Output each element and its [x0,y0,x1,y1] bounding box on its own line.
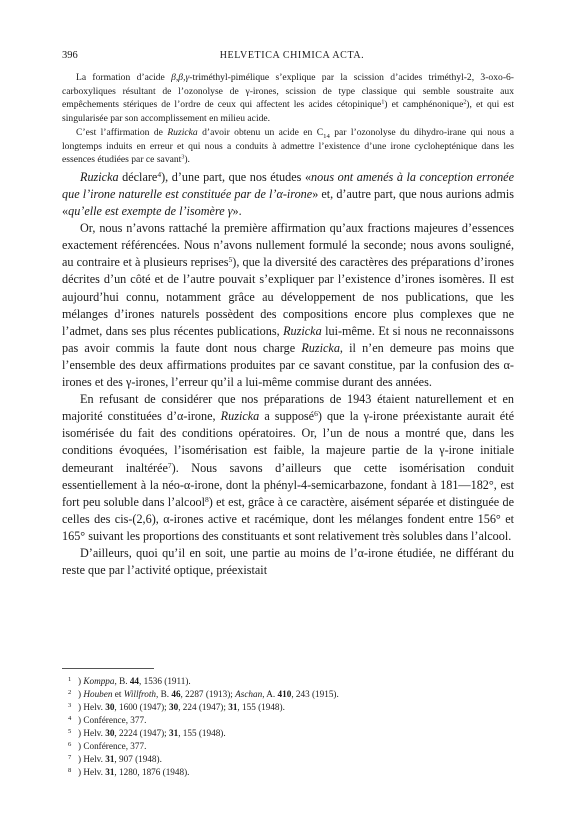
text: , A. [262,689,278,699]
footnote-ref[interactable]: 2 [463,100,467,107]
page-header [62,50,522,64]
volume: 31 [105,754,115,764]
quotation: qu’elle est exempte de l’isomère γ [68,204,233,219]
text: ), d’une part, que nos études « [161,169,312,184]
text: En refusant de considérer que nos préparations de 1943 étaient naturellement et en majorité constituées d’α-irone, [62,392,514,424]
footnote-1: 1 ) Komppa, B. 44, 1536 (1911). [68,676,191,686]
text: ), que la diversité des caractères des préparations d’irones décrites d’un côté et de l’autre pouvait s’expliquer par l’existence d’irones isomères. Il est aujourd’hui connu, notamment grâce au développement de nos publications, que les mélanges d’irones naturels possèdent des compositions encore plus complexes que ne l’admet, dans ses plus récentes publications, [62,255,514,338]
volume: 30 [105,728,115,738]
small-paragraph-2 [62,126,514,167]
footnote-ref[interactable]: 3 [181,154,185,161]
journal-title: HELVETICA CHIMICA ACTA. [219,50,365,61]
text: C’est l’affirmation de [76,126,168,138]
author-name: Komppa [83,676,115,686]
text: , B. [156,689,172,699]
footnote-2: 2 ) Houben et Willfroth, B. 46, 2287 (1913); Aschan, A. 410, 243 (1915). [68,689,339,699]
text: ), et qui est singularisée par son accomplissement en milieu acide. [62,99,514,125]
quotation: nous ont amenés à la conception erronée que l’irone naturelle est constituée par de l’α-irone [62,169,515,202]
text: Conférence, 377. [83,715,147,725]
author-name: Aschan [235,689,263,699]
text: déclare [118,169,158,184]
text: , 1600 (1947); [114,702,170,712]
footnote-ref[interactable]: 8 [205,494,209,504]
text: -triméthyl-pimélique s’explique par la scission d’acides triméthyl-2, 3-oxo-6-carboxyliques résultant de l’ozonolyse de γ-irones, scission de type classique qui semble soustraite aux empêchements stériques de l’ordre de ceux qui affectent les acides cétopinique [62,72,515,111]
text: » et, d’autre part, que nous aurions admis « [62,187,514,219]
text: ) et camphénonique [384,99,464,111]
text: , 155 (1948). [237,702,285,712]
text: La formation d’acide [76,72,172,83]
footnote-4: 4 ) Conférence, 377. [68,715,147,725]
text: ). Nous savons d’ailleurs que cette isomérisation conduit essentiellement à la néo-α-irone, dont la phényl-4-semicarbazone, fondant à 181—182°, est fort peu soluble dans l’alcool [62,460,514,509]
text: ) que la γ-irone préexistante aurait été isomérisée du fait des conditions opératoires. Or, l’un de nous a montré que, dans les conditions évoquées, l’isomérisation est faible, la majeure partie de la γ-irone initiale demeurant inaltérée [62,409,514,475]
text: , 1536 (1911). [139,676,191,686]
text-italic: β,β,γ [171,72,190,83]
text: Or, nous n’avons rattaché la première affirmation qu’aux fractions majeures d’essences exactement référencées. Nous n’avons nullement formulé la seconde; nous avons souligné, au contraire et à plusieurs reprises [62,221,514,270]
author-name: Ruzicka [80,169,119,184]
volume: 46 [171,689,181,699]
footnote-ref[interactable]: 5 [228,255,233,265]
author-name: Houben [83,689,113,699]
footnote-ref[interactable]: 7 [167,460,172,470]
text: , 1280, 1876 (1948). [114,767,190,777]
text: Helv. [83,728,106,738]
author-name: Ruzicka [301,340,340,355]
text: , 2224 (1947); [114,728,170,738]
footnote-ref[interactable]: 1 [381,100,385,107]
text: , il n’en demeure pas moins que l’ensemble des deux affirmations produites par ce savant constitue, par la confusion des α-irones et des γ-irones, l’erreur qu’il a lui-même commise durant des années. [62,340,514,390]
text: D’ailleurs, quoi qu’il en soit, une partie au moins de l’α-irone étudiée, ne différant du reste que par l’activité optique, préexistait [62,545,514,578]
footnote-divider [62,668,154,669]
subscript: 14 [323,132,330,140]
small-paragraph-1 [62,71,514,126]
text: a supposé [259,409,315,424]
text: , 155 (1948). [178,728,226,738]
footnote-ref[interactable]: 6 [314,409,318,419]
paragraph-3 [62,391,514,545]
author-name: Ruzicka [283,323,322,338]
volume: 31 [105,767,115,777]
footnotes [62,675,514,779]
volume: 30 [105,702,115,712]
author-name: Ruzicka [167,126,198,138]
text: et [112,689,124,699]
text: ). [184,154,190,166]
paragraph-2 [62,220,514,391]
volume: 410 [277,689,292,699]
text: , 224 (1947); [178,702,229,712]
volume: 44 [129,676,140,686]
text: ) et est, grâce à ce caractère, aisément séparée et distinguée de celles des cis-(2,6), α-irones active et racémique, dont les mélanges fondent entre 156° et 165° suivant les proportions des constituants et sont relativement très solubles dans l’alcool. [62,494,514,543]
text: , 907 (1948). [114,754,162,764]
text: Helv. [83,702,106,712]
text: lui-même. Et si nous ne reconnaissons pas avoir commis la faute dont nous charge [62,323,514,355]
text: , B. [114,676,130,686]
text: d’avoir obtenu un acide en C [197,126,324,138]
text: ». [232,204,242,219]
article-body [62,71,514,579]
volume: 31 [169,728,179,738]
volume: 30 [169,702,179,712]
page-number: 396 [62,50,78,61]
text: , 2287 (1913); [180,689,236,699]
footnote-ref[interactable]: 4 [157,169,162,179]
paragraph-1 [62,169,514,220]
footnote-3: 3 ) Helv. 30, 1600 (1947); 30, 224 (1947); 31, 155 (1948). [68,702,285,712]
volume: 31 [228,702,238,712]
text: , 243 (1915). [291,689,339,699]
author-name: Ruzicka [220,409,260,424]
text: Helv. [83,754,106,764]
footnote-6: 6 ) Conférence, 377. [68,741,147,751]
text: Conférence, 377. [83,741,147,751]
text: par l’ozonolyse du dihydro-irane qui nous a longtemps induits en erreur et qui nous a conduits à admettre l’existence d’une irone cyclohepténique dans les essences étudiées par ce savant [62,126,514,166]
footnote-7: 7 ) Helv. 31, 907 (1948). [68,754,162,764]
text: Helv. [83,767,106,777]
footnote-5: 5 ) Helv. 30, 2224 (1947); 31, 155 (1948). [68,728,226,738]
footnote-8: 8 ) Helv. 31, 1280, 1876 (1948). [68,767,190,777]
paragraph-4 [62,545,514,579]
author-name: Willfroth [123,689,157,699]
